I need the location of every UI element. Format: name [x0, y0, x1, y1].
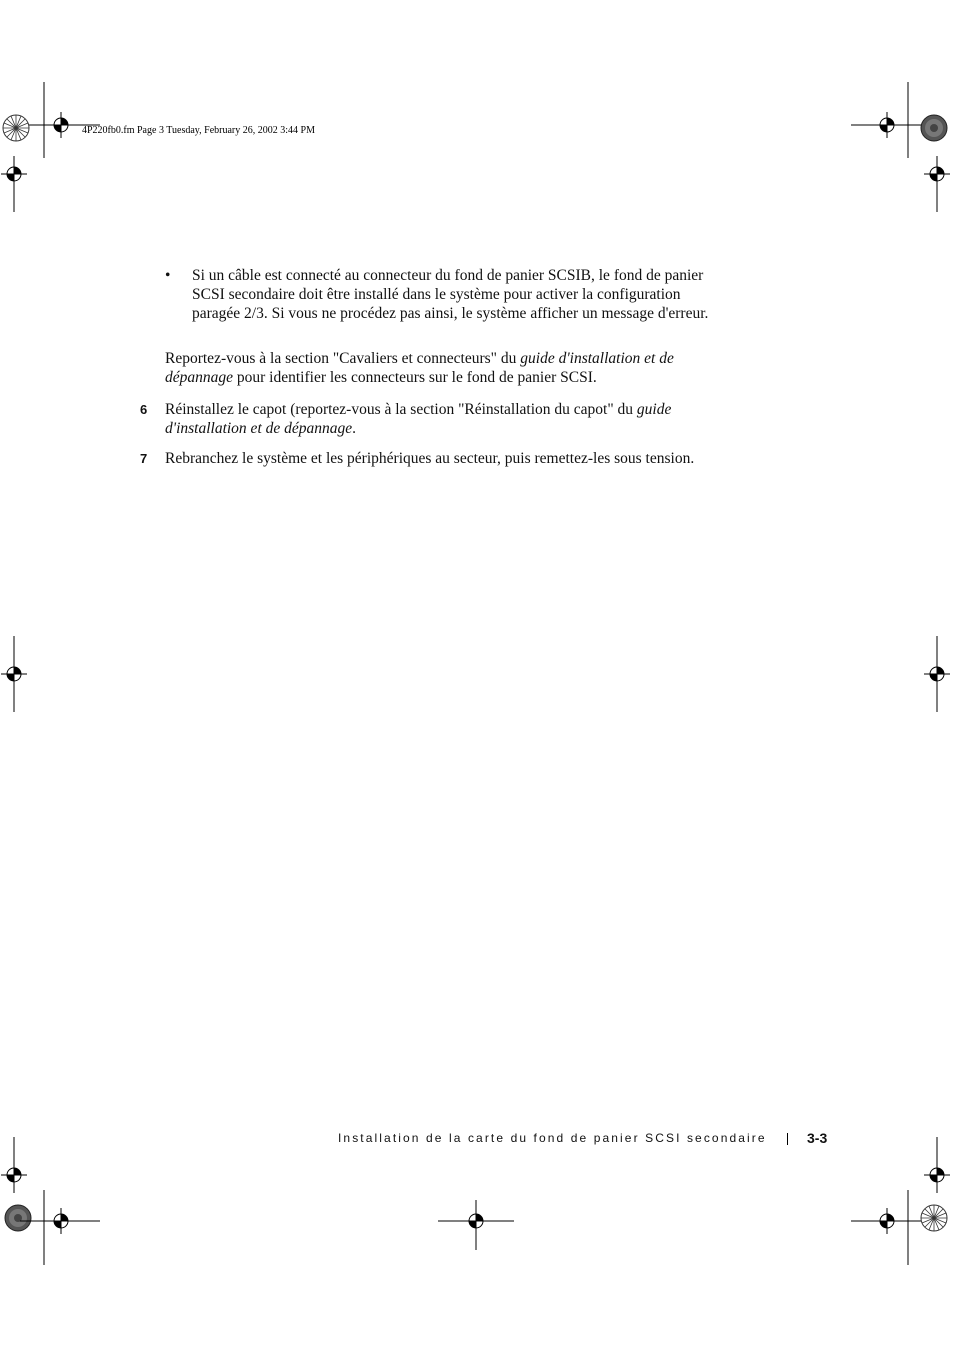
step-number: 7	[140, 451, 148, 466]
footer-divider	[787, 1133, 788, 1145]
starburst-icon	[3, 115, 29, 141]
file-slug-line: 4P220fb0.fm Page 3 Tuesday, February 26, 2002 3:44 PM	[82, 125, 315, 136]
step-text-end: .	[352, 420, 357, 437]
starburst-icon	[921, 115, 947, 141]
guide-title: guide d'installation et de dépannage	[165, 401, 672, 437]
bullet-symbol: •	[165, 267, 171, 284]
registration-mark-icon	[48, 1208, 74, 1234]
starburst-icon	[921, 1205, 947, 1231]
registration-mark-icon	[874, 112, 900, 138]
reference-paragraph	[165, 349, 725, 387]
paragraph-text-end: pour identifier les connecteurs sur le fond de panier SCSI.	[233, 369, 597, 386]
paragraph-text: Reportez-vous à la section "Cavaliers et connecteurs" du	[165, 350, 521, 367]
guide-title: guide d'installation et de dépannage	[165, 350, 674, 386]
crop-mark-top-left	[20, 82, 100, 158]
step-text: Rebranchez le système et les périphériques au secteur, puis remettez-les sous tension.	[165, 450, 695, 467]
page-number: 3-3	[807, 1130, 828, 1146]
registration-mark-icon	[874, 1208, 900, 1234]
footer-title: Installation de la carte du fond de panier SCSI secondaire	[338, 1131, 767, 1145]
registration-mark-icon	[48, 112, 74, 138]
step-text	[165, 400, 755, 438]
step-text-start: Réinstallez le capot (reportez-vous à la section "Réinstallation du capot" du	[165, 401, 637, 418]
bullet-text: Si un câble est connecté au connecteur du fond de panier SCSIB, le fond de panier SCSI secondaire doit être installé dans le système pour activer la configuration paragée 2/3. Si vous ne procédez pas ainsi, le système afficher un message d'erreur.	[192, 267, 709, 322]
starburst-icon	[5, 1205, 31, 1231]
step-number: 6	[140, 402, 148, 417]
